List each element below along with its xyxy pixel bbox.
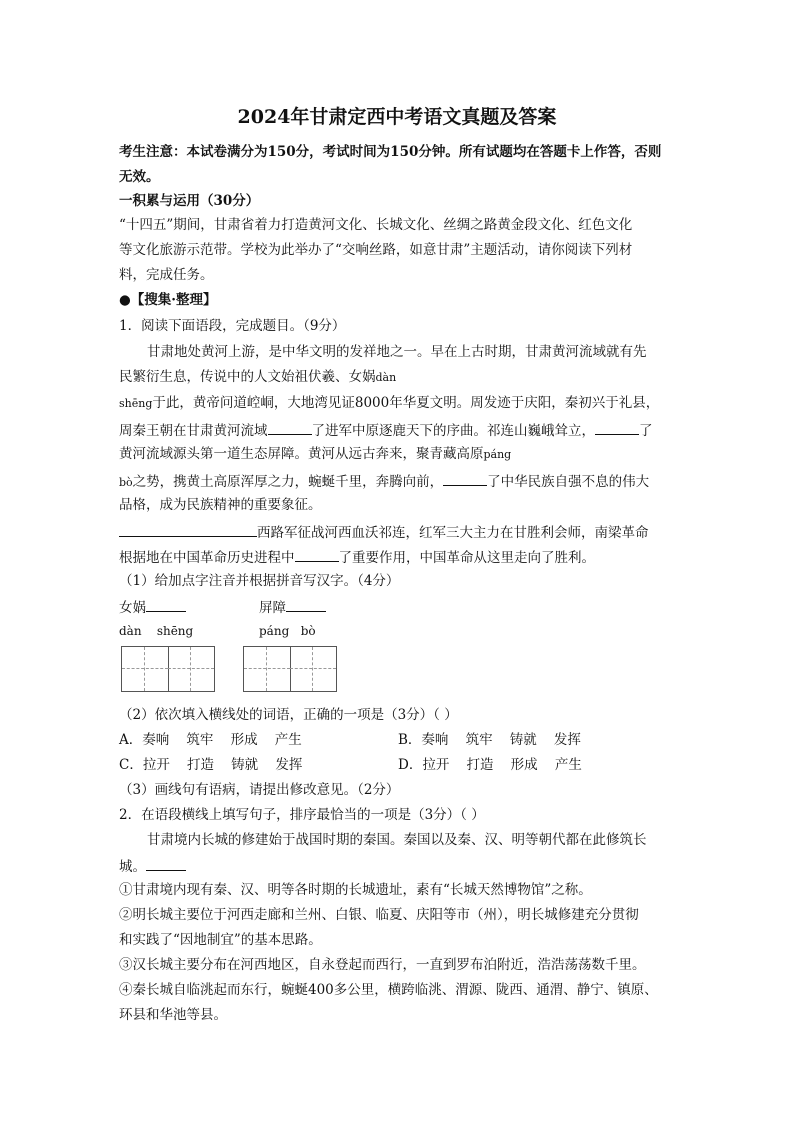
- section-heading: 一积累与运用（30分）: [119, 193, 260, 209]
- grid-pinyin-1: dàn shēng: [119, 624, 194, 638]
- q2-heading: 2．在语段横线上填写句子，排序最恰当的一项是（3分）（ ）: [119, 807, 485, 823]
- page-title: 2024年甘肃定西中考语文真题及答案: [237, 106, 557, 128]
- q1-para-line-8: [119, 522, 649, 542]
- option-d[interactable]: D．拉开 打造 形成 产生: [398, 757, 582, 773]
- q1-para-line-6: [119, 471, 649, 492]
- q2-para-line-2: [119, 856, 186, 876]
- q2-para-text: 城。: [119, 859, 146, 875]
- q1-para-text: 了: [639, 423, 653, 439]
- intro-line-1: “十四五”期间，甘肃省着力打造黄河文化、长城文化、丝绸之路黄金段文化、红色文化: [119, 217, 633, 233]
- q2-sentence-4b: 环县和华池等县。: [119, 1007, 227, 1023]
- notice-line-2: 无效。: [119, 169, 160, 185]
- q1-para-line-3: [119, 394, 659, 413]
- answer-word-2: [259, 597, 326, 617]
- q1-para-text: 根据地在中国革命历史进程中: [119, 550, 295, 566]
- option-a[interactable]: A．奏响 筑牢 形成 产生: [119, 732, 302, 748]
- q1-para-line-7: 品格，成为民族精神的重要象征。: [119, 497, 322, 513]
- word-label: 屏障: [259, 600, 286, 616]
- q1-sub2: （2）依次填入横线处的词语，正确的一项是（3分）（ ）: [119, 707, 458, 723]
- grid-cell: [290, 647, 336, 691]
- fill-blank[interactable]: [443, 471, 487, 486]
- q2-sentence-2b: 和实践了“因地制宜”的基本思路。: [119, 932, 322, 948]
- q2-para-line-1: 甘肃境内长城的修建始于战国时期的秦国。秦国以及秦、汉、明等朝代都在此修筑长: [147, 832, 647, 848]
- q1-para-line-5: [119, 445, 511, 464]
- q1-para-text: 于此，黄帝问道崆峒，大地湾见证8000年华夏文明。周发迹于庆阳，秦初兴于礼县，: [152, 395, 660, 411]
- answer-word-1: [119, 597, 186, 617]
- grid-cell: [168, 647, 214, 691]
- q1-para-line-9: [119, 547, 595, 567]
- q2-sentence-3: ③汉长城主要分布在河西地区，自永登起而西行，一直到罗布泊附近，浩浩荡荡数千里。: [119, 957, 646, 973]
- notice-line-1: 考生注意：本试卷满分为150分，考试时间为150分钟。所有试题均在答题卡上作答，否则: [119, 144, 662, 160]
- pinyin-bo: bò: [119, 476, 133, 489]
- q1-sub1: （1）给加点字注音并根据拼音写汉字。（4分）: [119, 573, 400, 589]
- q1-para-text: 西路军征战河西血沃祁连，红军三大主力在甘胜利会师，南梁革命: [257, 525, 649, 541]
- q1-para-text: 了中华民族自强不息的伟大: [487, 474, 650, 490]
- grid-pinyin-2: páng bò: [259, 624, 316, 638]
- writing-grid-2[interactable]: [243, 646, 337, 692]
- intro-line-2: 等文化旅游示范带。学校为此举办了“交响丝路，如意甘肃”主题活动，请你阅读下列材: [119, 242, 633, 258]
- q1-para-text: 周秦王朝在甘肃黄河流域: [119, 423, 268, 439]
- q1-para-text: 了进军中原逐鹿天下的序曲。祁连山巍峨耸立，: [311, 423, 595, 439]
- q1-sub3: （3）画线句有语病，请提出修改意见。（2分）: [119, 782, 400, 798]
- grid-cell: [244, 647, 291, 691]
- answer-blank[interactable]: [146, 597, 186, 612]
- word-label: 女娲: [119, 600, 146, 616]
- pinyin-sheng: shēng: [119, 397, 153, 410]
- writing-grid-1[interactable]: [121, 646, 215, 692]
- pinyin-pang: páng: [483, 448, 512, 461]
- fill-blank[interactable]: [595, 420, 639, 435]
- intro-line-3: 料，完成任务。: [119, 267, 214, 283]
- q1-para-text: 民繁衍生息，传说中的人文始祖伏羲、女娲: [119, 369, 376, 385]
- q1-para-line-1: 甘肃地处黄河上游，是中华文明的发祥地之一。早在上古时期，甘肃黄河流域就有先: [147, 344, 647, 360]
- underlined-sentence: [119, 522, 257, 537]
- grid-cell: [122, 647, 169, 691]
- q1-para-line-4: [119, 420, 653, 440]
- q2-sentence-2a: ②明长城主要位于河西走廊和兰州、白银、临夏、庆阳等市（州），明长城修建充分贯彻: [119, 907, 639, 923]
- fill-blank[interactable]: [295, 547, 339, 562]
- fill-blank[interactable]: [146, 856, 186, 871]
- q1-para-line-2: [119, 368, 396, 387]
- q1-para-text: 黄河流域源头第一道生态屏障。黄河从远古奔来，聚青藏高原: [119, 446, 484, 462]
- answer-blank[interactable]: [286, 597, 326, 612]
- fill-blank[interactable]: [268, 420, 312, 435]
- q2-sentence-4a: ④秦长城自临洮起而东行，蜿蜒400多公里，横跨临洮、渭源、陇西、通渭、静宁、镇原、: [119, 982, 658, 998]
- q1-para-text: 之势，携黄土高原浑厚之力，蜿蜒千里，奔腾向前，: [132, 474, 444, 490]
- subsection-heading: ●【搜集·整理】: [119, 292, 217, 308]
- q1-heading: 1．阅读下面语段，完成题目。（9分）: [119, 318, 346, 334]
- option-b[interactable]: B．奏响 筑牢 铸就 发挥: [398, 732, 581, 748]
- option-c[interactable]: C．拉开 打造 铸就 发挥: [119, 757, 303, 773]
- pinyin-dan: dàn: [375, 371, 397, 384]
- q1-para-text: 了重要作用，中国革命从这里走向了胜利。: [338, 550, 595, 566]
- q2-sentence-1: ①甘肃境内现有秦、汉、明等各时期的长城遗址，素有“长城天然博物馆”之称。: [119, 882, 592, 898]
